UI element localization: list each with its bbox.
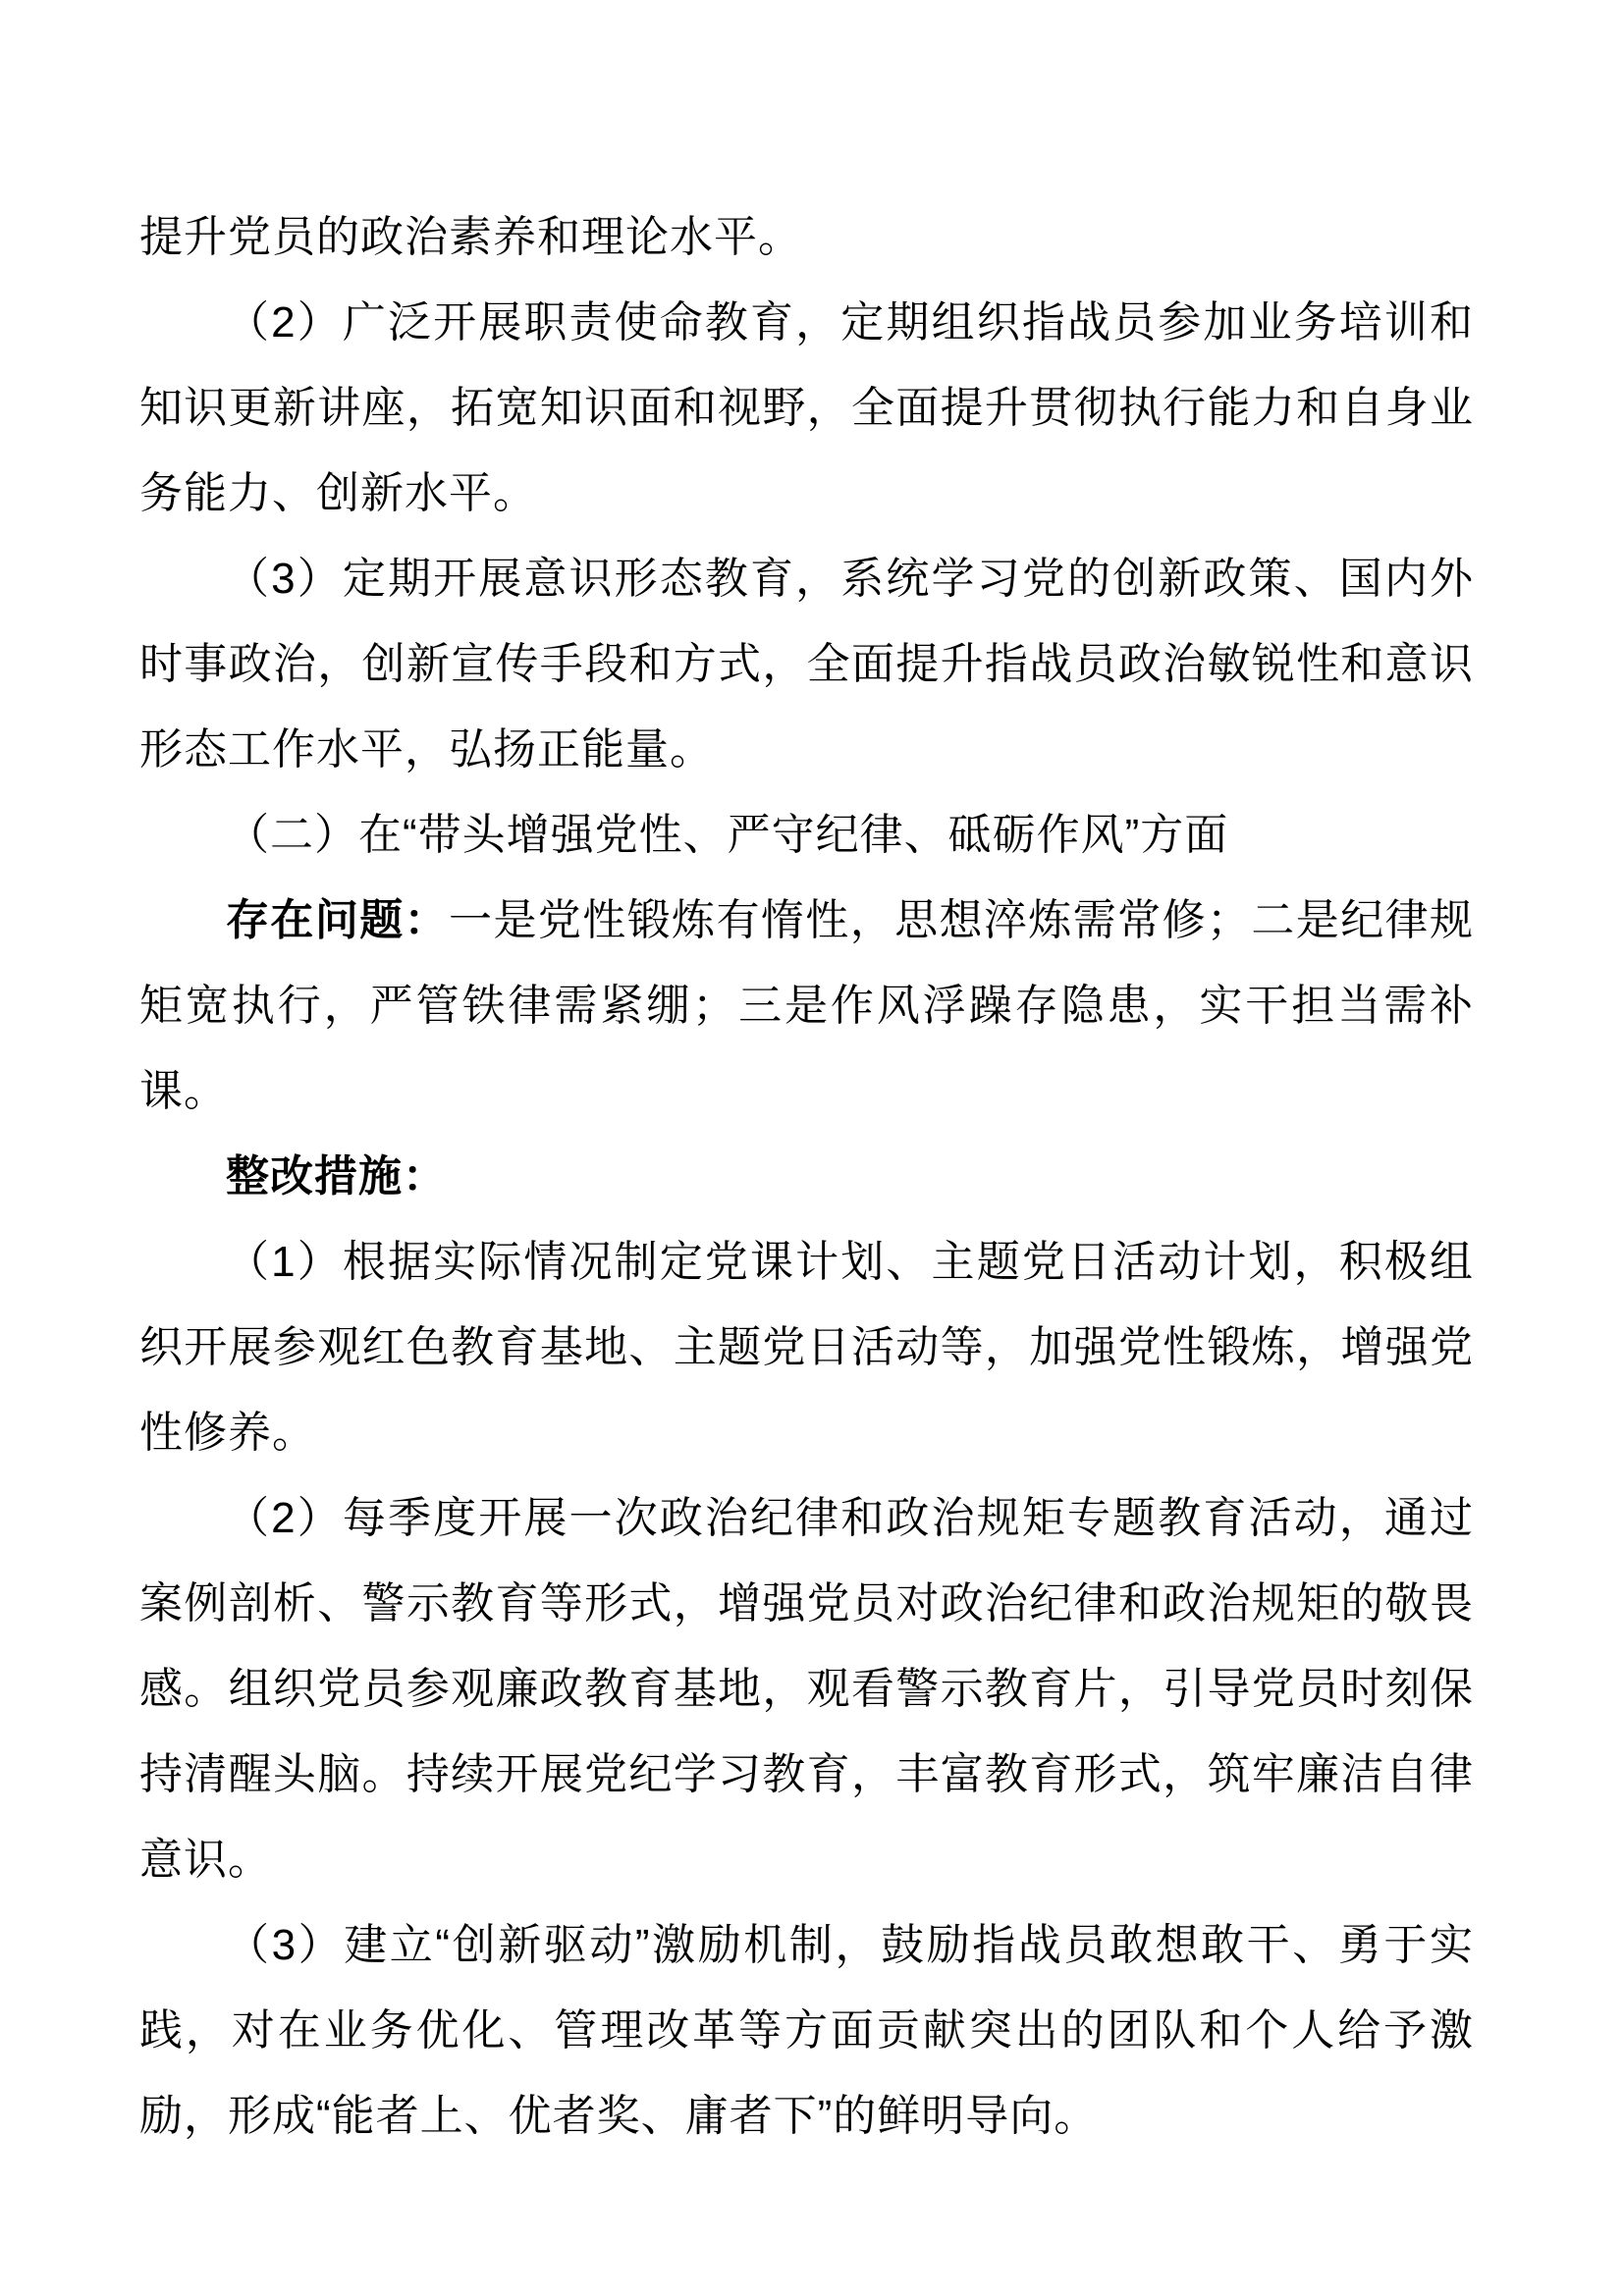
paragraph [139,280,1474,536]
text-run: （3）定期开展意识形态教育，系统学习党的创新政策、国内外时事政治，创新宣传手段和方式，全面提升指战员政治敏锐性和意识形态工作水平，弘扬正能量。 [139,555,1474,774]
paragraph [139,878,1474,1134]
text-run: （2）广泛开展职责使命教育，定期组织指战员参加业务培训和知识更新讲座，拓宽知识面和视野，全面提升贯彻执行能力和自身业务能力、创新水平。 [139,298,1474,517]
text-run: （3）建立“创新驱动”激励机制，鼓励指战员敢想敢干、勇于实践，对在业务优化、管理改革等方面贡献突出的团队和个人给予激励，形成“能者上、优者奖、庸者下”的鲜明导向。 [139,1921,1474,2140]
text-run: 一是党性锻炼有惰性，思想淬炼需常修；二是纪律规矩宽执行，严管铁律需紧绷；三是作风浮躁存隐患，实干担当需补课。 [139,896,1475,1115]
paragraph [139,1475,1474,1902]
paragraph [139,536,1474,792]
paragraph [139,792,1474,878]
text-run: （1）根据实际情况制定党课计划、主题党日活动计划，积极组织开展参观红色教育基地、主题党日活动等，加强党性锻炼，增强党性修养。 [139,1238,1474,1457]
paragraph [139,1902,1474,2159]
paragraph [139,194,1474,280]
text-run: 提升党员的政治素养和理论水平。 [139,213,802,261]
bold-text-run: 存在问题： [226,896,450,944]
text-run: （2）每季度开展一次政治纪律和政治规矩专题教育活动，通过案例剖析、警示教育等形式，增强党员对政治纪律和政治规矩的敬畏感。组织党员参观廉政教育基地，观看警示教育片，引导党员时刻保持清醒头脑。持续开展党纪学习教育，丰富教育形式，筑牢廉洁自律意识。 [139,1494,1474,1884]
text-run: （二）在“带头增强党性、严守纪律、砥砺作风”方面 [226,811,1229,859]
bold-text-run: 整改措施： [226,1152,447,1201]
paragraph [139,1219,1474,1475]
document-body [139,194,1474,2159]
paragraph [139,1134,1474,1219]
